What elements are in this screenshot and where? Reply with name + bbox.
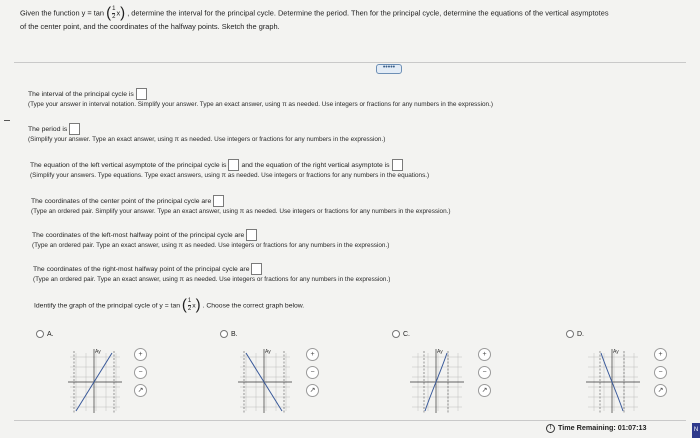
period-answer-box[interactable] <box>69 123 80 135</box>
corner-tab[interactable]: N <box>692 423 700 438</box>
divider-top <box>14 62 686 63</box>
right-halfway-box[interactable] <box>251 263 262 275</box>
zoom-out-icon[interactable]: − <box>134 366 147 379</box>
question-identify-graph: Identify the graph of the principal cycle of y = tan ( $\frac{1}{2}$ x) . Choose the correct graph below. <box>34 296 305 314</box>
question-period: The period is (Simplify your answer. Type an exact answer, using π as needed. Use integers or fractions for any numbers in the expression.) <box>28 123 385 145</box>
popout-icon[interactable]: ↗ <box>478 384 491 397</box>
graph-d-axis-label: Ay <box>613 349 619 355</box>
graph-d <box>584 345 642 415</box>
graph-c <box>408 345 466 415</box>
graph-a <box>66 345 124 415</box>
timer-value: 01:07:13 <box>617 423 647 432</box>
option-b[interactable]: B. <box>220 330 238 338</box>
graph-b-axis-label: Ay <box>265 349 271 355</box>
graph-b <box>236 345 294 415</box>
option-a-radio[interactable] <box>36 330 44 338</box>
zoom-in-icon[interactable]: + <box>478 348 491 361</box>
zoom-out-icon[interactable]: − <box>306 366 319 379</box>
interval-answer-box[interactable] <box>136 88 147 100</box>
graph-c-tools <box>478 348 492 402</box>
option-c[interactable]: C. <box>392 330 410 338</box>
left-halfway-box[interactable] <box>246 229 257 241</box>
question-asymptotes: The equation of the left vertical asymptote of the principal cycle is and the equation of the right vertical asymptote is (Simplify your answers. Type equations. Type exact answers, using π as needed. Use integers or fractions for any numbers in the equations.) <box>30 159 429 181</box>
graph-d-tools <box>654 348 668 402</box>
zoom-in-icon[interactable]: + <box>134 348 147 361</box>
graph-c-axis-label: Ay <box>437 349 443 355</box>
divider-bottom <box>14 420 686 421</box>
graph-b-tools <box>306 348 320 402</box>
option-d-radio[interactable] <box>566 330 574 338</box>
option-c-radio[interactable] <box>392 330 400 338</box>
question-right-halfway: The coordinates of the right-most halfway point of the principal cycle are (Type an ordered pair. Type an exact answer, using π as needed. Use integers or fractions for any numbers in the expression.) <box>33 263 390 285</box>
option-b-radio[interactable] <box>220 330 228 338</box>
left-marker <box>4 120 10 121</box>
time-remaining: ! Time Remaining: 01:07:13 <box>546 423 647 433</box>
left-asymptote-box[interactable] <box>228 159 239 171</box>
header-fraction: $\frac{1}{2}$ <box>112 6 116 20</box>
option-d[interactable]: D. <box>566 330 584 338</box>
clock-icon: ! <box>546 424 555 433</box>
header-post: , determine the interval for the principal cycle. Determine the period. Then for the principal cycle, determine the equations of the vertical asymptotes <box>127 8 609 18</box>
header-line2: of the center point, and the coordinates of the halfway points. Sketch the graph. <box>20 22 280 31</box>
zoom-out-icon[interactable]: − <box>654 366 667 379</box>
zoom-in-icon[interactable]: + <box>306 348 319 361</box>
question-interval: The interval of the principal cycle is (Type your answer in interval notation. Simplify your answer. Type an exact answer, using π as needed. Use integers or fractions for any numbers in the expression.) <box>28 88 493 110</box>
question-left-halfway: The coordinates of the left-most halfway point of the principal cycle are (Type an ordered pair. Type an exact answer, using π as needed. Use integers or fractions for any numbers in the expression.) <box>32 229 389 251</box>
graph-a-axis-label: Ay <box>95 349 101 355</box>
option-a[interactable]: A. <box>36 330 54 338</box>
popout-icon[interactable]: ↗ <box>134 384 147 397</box>
header-pre: Given the function y = tan <box>20 8 105 18</box>
zoom-in-icon[interactable]: + <box>654 348 667 361</box>
popout-icon[interactable]: ↗ <box>654 384 667 397</box>
right-asymptote-box[interactable] <box>392 159 403 171</box>
graph-a-tools <box>134 348 148 402</box>
zoom-out-icon[interactable]: − <box>478 366 491 379</box>
center-point-box[interactable] <box>213 195 224 207</box>
show-more-button[interactable]: ••••• <box>376 64 402 74</box>
question-center-point: The coordinates of the center point of the principal cycle are (Type an ordered pair. Simplify your answer. Type an exact answer, using π as needed. Use integers or fractions for any numbers in the expression.) <box>31 195 451 217</box>
popout-icon[interactable]: ↗ <box>306 384 319 397</box>
question-header: Given the function y = tan ( $\frac{1}{2}$ x) , determine the interval for the principal cycle. Determine the period. Then for the principal cycle, determine the equations of the vertical asymptotes of the center point, and the coordinates of the halfway points. Sketch the graph. <box>20 4 609 31</box>
